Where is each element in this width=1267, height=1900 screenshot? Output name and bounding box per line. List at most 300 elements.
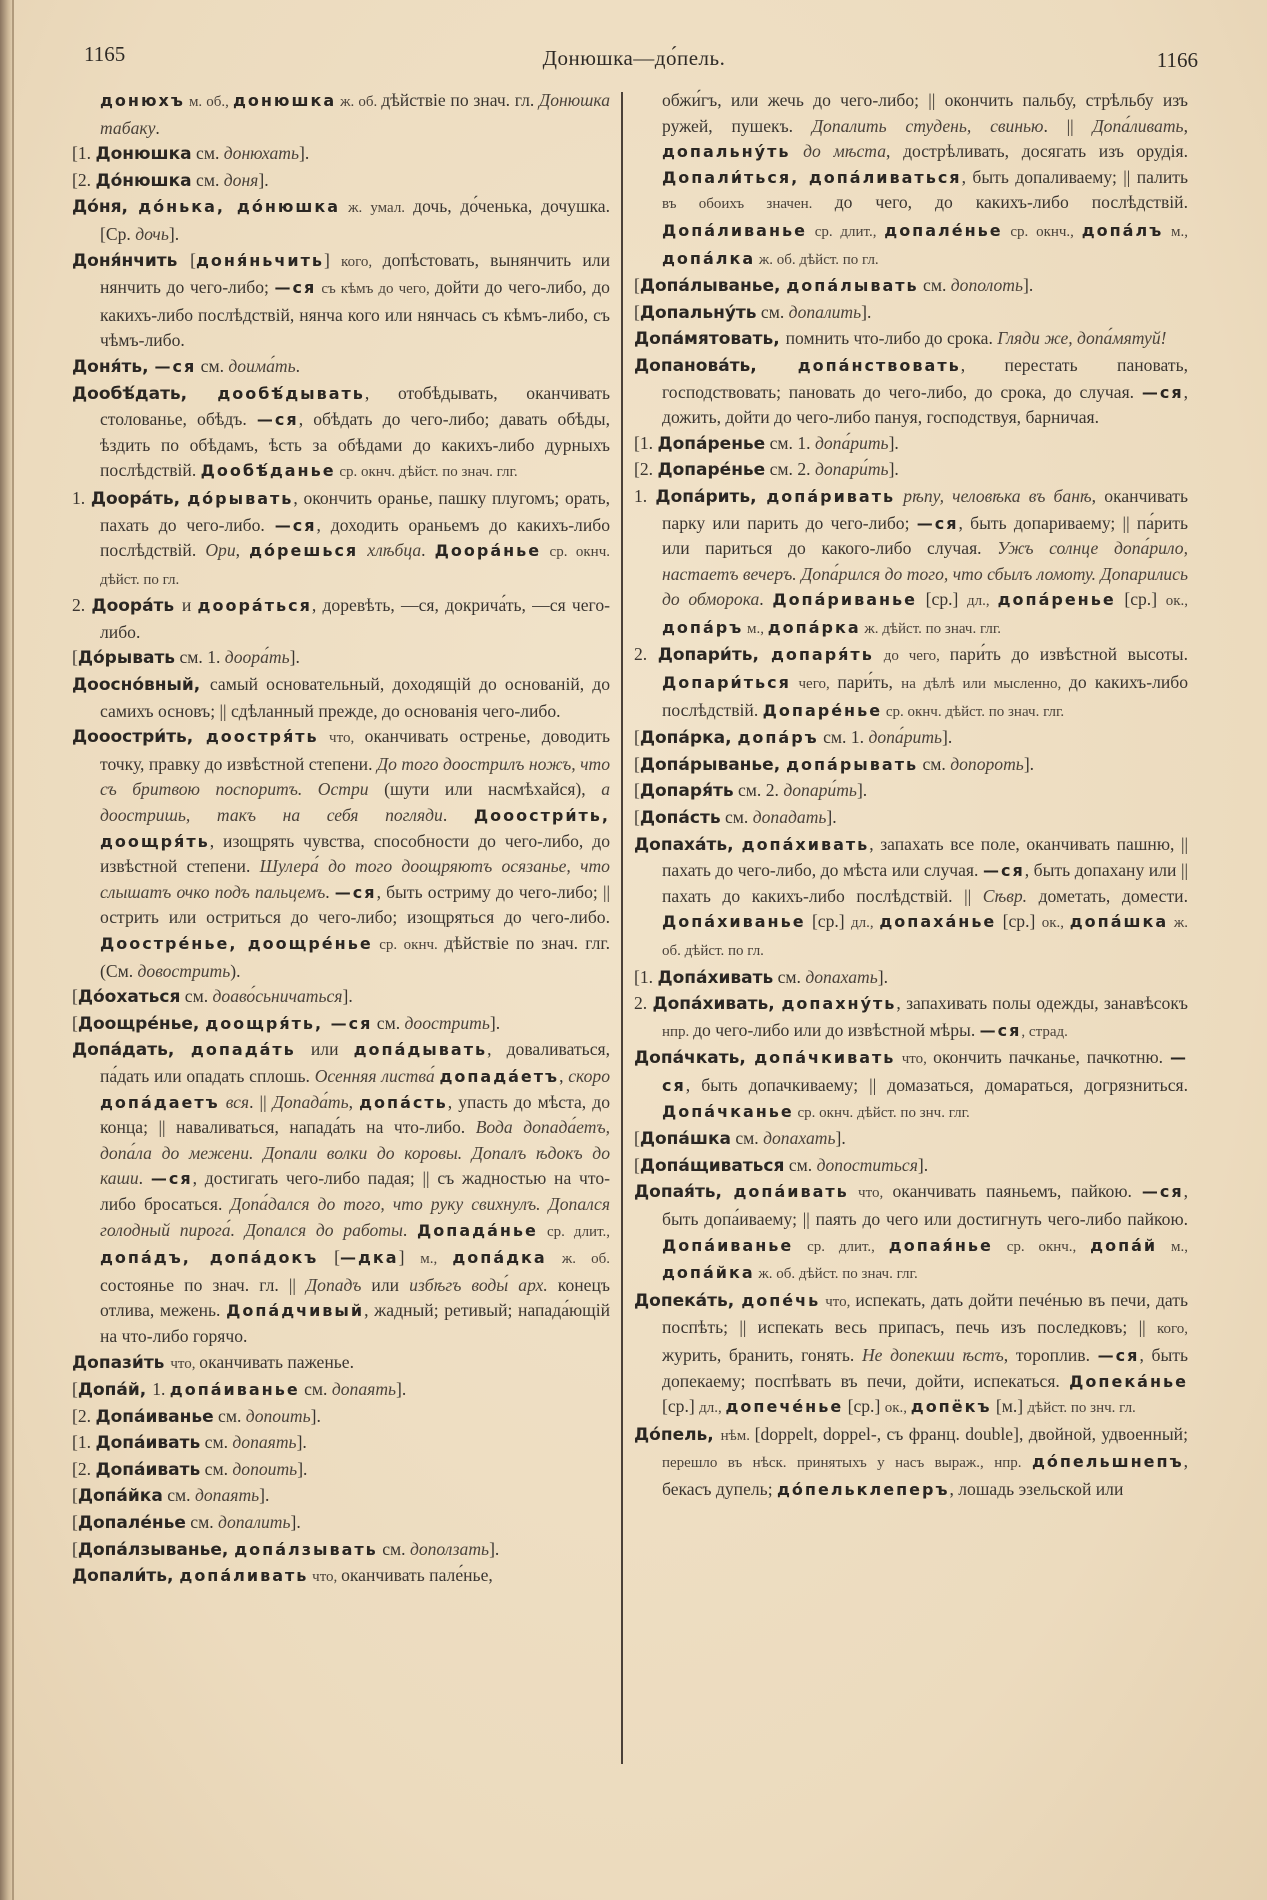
italic-example: допа́рить — [868, 727, 943, 748]
entry-text: ]. — [489, 1012, 501, 1033]
spaced-form: допа́дка — [452, 1248, 547, 1268]
entry-text: ж. умал. — [340, 200, 414, 217]
entry-text: съ кѣмъ до чего, — [316, 281, 435, 298]
headword: До́пель, — [634, 1424, 721, 1445]
entry-text: [ — [72, 1379, 78, 1400]
entry-text: м., — [1157, 1238, 1188, 1255]
dictionary-entry — [72, 1404, 610, 1431]
spaced-form: до́решься — [249, 541, 359, 561]
entry-text: [1. — [634, 966, 658, 987]
spaced-form: допа́ръ — [737, 728, 819, 748]
entry-text: ]. — [259, 1485, 270, 1506]
dictionary-entry — [634, 1288, 1188, 1422]
spaced-form: допа́рка — [767, 617, 861, 637]
entry-text: [ — [72, 647, 78, 668]
entry-text: , упасть до мѣста, до конца; || наваливаться, напада́ть на что-либо. — [100, 1091, 611, 1138]
headword: Допаре́нье — [657, 460, 766, 481]
spaced-form: —ся — [662, 1048, 1188, 1095]
spaced-form: допе́чь — [741, 1290, 821, 1310]
headword: Дооостри́ть, — [72, 727, 206, 748]
spaced-form: Дооостри́ть, доощря́ть — [100, 806, 610, 851]
entry-text: что, — [820, 1293, 856, 1310]
entry-text: ] — [323, 249, 342, 270]
entry-text: ]. — [917, 1154, 929, 1175]
spaced-form: допа́ръ — [662, 617, 744, 637]
entry-text: ср. длит., — [806, 223, 885, 240]
dictionary-entry — [72, 381, 610, 486]
italic-example: до мѣста — [790, 141, 887, 162]
spaced-form: —ся — [1141, 1182, 1184, 1202]
entry-text: оканчивать пале́нье, — [341, 1565, 493, 1586]
dictionary-entry — [634, 725, 1188, 752]
italic-example: допоить — [232, 1458, 298, 1479]
headword: Допа́ивать — [95, 1459, 201, 1480]
entry-text: [ср.] — [996, 911, 1042, 932]
entry-text: ]. — [168, 223, 180, 244]
entry-text: см. — [191, 169, 224, 190]
entry-text: [1. — [72, 143, 96, 164]
italic-example: Шулера́ до того доощряютъ осязанье, что слышатъ очко подъ пальцемъ — [100, 856, 610, 902]
italic-example: донюхать — [223, 143, 299, 164]
entry-text: [м.] — [991, 1396, 1028, 1417]
page-number-left: 1165 — [84, 42, 126, 66]
spaced-form: допа́ренье — [997, 590, 1116, 610]
entry-text: ср. окнч. дѣйст. по знач. глг. — [882, 703, 1065, 720]
entry-text: ок., — [1041, 915, 1070, 932]
entry-text: см. 2. — [733, 780, 784, 801]
headword: Допека́ть, — [634, 1290, 742, 1311]
spaced-form: допа́лъ — [1081, 220, 1164, 240]
entry-text: см. — [773, 966, 806, 987]
entry-text: что, — [318, 730, 365, 747]
spaced-form: Допада́нье — [417, 1220, 538, 1240]
entry-text: , запахивать полы одежды, занавѣсокъ — [896, 993, 1188, 1014]
entry-text: допѣстовать, вынянчить или нянчить до чего-либо; — [100, 249, 610, 298]
entry-text: м., — [743, 620, 768, 637]
headword: Допале́нье — [77, 1513, 186, 1534]
dictionary-entry — [634, 1045, 1188, 1126]
entry-text: ]. — [826, 807, 837, 828]
italic-example: допахать — [763, 1128, 836, 1149]
entry-text: [2. — [634, 459, 658, 480]
entry-text: конецъ отлива, межень. — [100, 1274, 610, 1321]
dictionary-entry — [72, 1350, 610, 1378]
spaced-form: до́нька, до́нюшка — [138, 197, 341, 217]
spaced-form: —ся — [334, 882, 377, 902]
entry-text: или — [295, 1039, 354, 1060]
headword: До́рывать — [77, 648, 176, 669]
headword: До́нюшка — [95, 170, 192, 191]
entry-text: см. 1. — [818, 727, 869, 748]
entry-text: [ — [634, 301, 640, 322]
dictionary-entry — [72, 194, 610, 247]
spaced-form: допа́хивать — [741, 834, 870, 854]
italic-example: Не допекши ѣстъ — [861, 1344, 1004, 1365]
entry-text: ]. — [258, 169, 269, 190]
entry-text: ]. — [888, 432, 899, 453]
entry-text: что, — [848, 1185, 893, 1202]
entry-text: , — [559, 1065, 569, 1086]
spaced-form: доора́ться — [197, 596, 312, 616]
entry-text: ]. — [290, 1512, 301, 1533]
entry-text: [ — [72, 1485, 78, 1506]
spaced-form: Допа́хиванье — [662, 912, 806, 932]
dictionary-entry — [72, 1537, 610, 1564]
entry-text: , — [1183, 115, 1188, 136]
entry-text: . — [759, 589, 773, 610]
italic-example: допаять — [232, 1432, 297, 1453]
entry-text: [2. — [72, 1458, 96, 1479]
entry-text: окончить пачканье, пачкотню. — [933, 1047, 1170, 1068]
entry-text: [ — [634, 727, 640, 748]
spaced-form: допа́ливать — [179, 1566, 309, 1586]
spaced-form: допа́нствовать — [797, 355, 961, 375]
headword: Допа́хивать, — [652, 994, 782, 1015]
entry-text: , дожить, дойти до чего-либо пануя, господствуя, барничая. — [662, 381, 1188, 428]
headword: Допа́хивать — [657, 967, 774, 988]
headword: Допа́лыванье, — [639, 276, 787, 297]
spaced-form: Допари́ться — [662, 673, 791, 693]
dictionary-entry — [72, 1377, 610, 1404]
italic-example: вся — [219, 1091, 250, 1112]
page-number-right: 1166 — [1156, 48, 1198, 72]
dictionary-entry — [634, 752, 1188, 779]
entry-text: пари́ть до извѣстной высоты. — [949, 644, 1188, 665]
spaced-form: допа́ривать — [766, 486, 896, 506]
entry-text: , перестать пановать, господствовать; пановать до чего-либо, до срока, до случая. — [662, 354, 1188, 402]
entry-text: въ обоихъ значен. — [662, 196, 835, 213]
spaced-form: допа́даетъ — [100, 1092, 220, 1112]
entry-text: см. — [200, 1432, 233, 1453]
dictionary-entry — [634, 1126, 1188, 1153]
entry-text: ок., — [1165, 593, 1188, 610]
entry-text: ]. — [296, 1432, 307, 1453]
entry-text: [doppelt, doppel-, съ франц. double], двойной, удвоенный; — [754, 1423, 1188, 1444]
spaced-form: Доора́нье — [434, 541, 542, 561]
spaced-form: —ся — [150, 1169, 193, 1189]
dictionary-entry — [634, 484, 1188, 643]
entry-text: м., — [1163, 223, 1188, 240]
spaced-form: допа́дывать — [353, 1040, 488, 1060]
entry-text: см. 1. — [175, 647, 225, 668]
entry-text: , быть допариваему; || па́рить или париться до какого-либо случая. — [662, 512, 1188, 559]
entry-text: [ср.] — [1115, 589, 1166, 610]
spaced-form: —ся — [154, 356, 197, 376]
entry-text: . — [138, 1168, 151, 1189]
entry-text: см. — [213, 1405, 246, 1426]
dictionary-entry — [634, 273, 1188, 300]
spaced-form: доощря́ть, —ся — [205, 1013, 373, 1033]
right-column — [634, 88, 1188, 1502]
entry-text: см. — [918, 275, 951, 296]
dictionary-entry — [634, 88, 1188, 273]
headword: До́охаться — [77, 987, 181, 1008]
entry-text: см. — [196, 355, 229, 376]
entry-text: ср. длит., — [793, 1238, 889, 1255]
headword: Допа́иванье — [95, 1406, 214, 1427]
entry-text: . — [325, 881, 335, 902]
italic-example: Допалить студень, свинью — [811, 115, 1044, 136]
italic-example: Допадъ — [305, 1274, 362, 1295]
italic-example: Гляди же, допа́мятуй! — [997, 328, 1167, 349]
spaced-form: допа́лывать — [786, 276, 919, 296]
entry-text: дл., — [699, 1400, 726, 1417]
entry-text: см. — [185, 1512, 219, 1533]
headword: Допари́ть, — [657, 645, 771, 666]
entry-text: . || — [1043, 115, 1093, 136]
dictionary-entry — [72, 1037, 610, 1349]
entry-text: ср. окнч. дѣйст. по знч. глг. — [793, 1104, 970, 1121]
entry-text: , страд. — [1021, 1023, 1068, 1040]
entry-text: см. — [299, 1379, 332, 1400]
headword: Донюшка — [95, 144, 192, 165]
entry-text: оканчивать паяньемъ, пайкою. — [892, 1181, 1142, 1202]
spaced-form: допа́сть — [359, 1092, 448, 1112]
dictionary-entry — [72, 88, 610, 141]
dictionary-entry — [634, 326, 1188, 353]
dictionary-entry — [72, 1457, 610, 1484]
running-header — [84, 42, 1198, 72]
dictionary-entry — [72, 354, 610, 381]
italic-example: довострить — [137, 960, 231, 981]
entry-text: м., — [420, 1251, 453, 1268]
entry-text: ж. об. — [336, 94, 382, 110]
headword: Допа́йка — [77, 1486, 163, 1507]
italic-example: допалить — [788, 301, 862, 322]
entry-text: на дѣлѣ или мысленно, — [901, 676, 1069, 693]
spaced-form: допа́лка — [662, 248, 756, 268]
entry-text: , быть допа́иваему; || паять до чего или достигнуть чего-либо пайкою. — [662, 1181, 1189, 1229]
entry-text: обжи́гъ, или жечь до чего-либо; || окончить пальбу, стрѣльбу изъ ружей, пушекъ. — [662, 90, 1188, 136]
entry-text: до чего-либо или до извѣстной мѣры. — [693, 1019, 980, 1040]
spaced-form: доня́ньчить — [195, 250, 324, 270]
entry-text: , изощрять чувства, способности до чего-либо, до извѣстной степени. — [100, 830, 610, 877]
dictionary-entry — [72, 1510, 610, 1537]
italic-example: допари́ть — [783, 780, 857, 801]
italic-example: допаять — [194, 1485, 260, 1506]
entry-text: 1. — [634, 485, 656, 506]
entry-text: , — [348, 1091, 360, 1112]
running-title: Донюшка—до́пель. — [542, 46, 726, 70]
entry-text: см. 1. — [765, 432, 815, 453]
spaced-form: Допаре́нье — [762, 700, 883, 720]
headword: Допа́лзыванье, — [77, 1539, 235, 1560]
italic-example: Допада́ть — [272, 1091, 349, 1112]
italic-example: допороть — [950, 753, 1024, 774]
spaced-form: допада́ть — [190, 1040, 296, 1060]
entry-text: ж. об. — [546, 1251, 610, 1268]
italic-example: До того доострилъ ножъ, что съ бритвою поспоритъ. Остри — [100, 753, 610, 800]
dictionary-entry — [72, 248, 610, 354]
entry-text: , лошадь эзельской или — [949, 1478, 1124, 1499]
entry-text: ср. окнч. дѣйст. по гл. — [100, 544, 610, 588]
spaced-form: допая́нье — [888, 1235, 993, 1255]
italic-example: Сѣвр. — [982, 885, 1028, 906]
entry-text: или — [361, 1274, 410, 1295]
headword: Допаха́ть, — [634, 834, 742, 855]
headword: Допа́й, — [77, 1380, 153, 1401]
italic-example: доима́ть — [228, 355, 296, 376]
italic-example: допаять — [331, 1379, 397, 1400]
spaced-form: Допа́иванье — [662, 1235, 794, 1255]
entry-text: [ср.] — [805, 911, 852, 932]
spaced-form: допа́шка — [1069, 912, 1169, 932]
entry-text: чего, — [790, 676, 838, 693]
dictionary-entry — [72, 645, 610, 672]
entry-text: см. — [918, 753, 951, 774]
dictionary-entry — [72, 1563, 610, 1591]
spaced-form: допада́етъ — [439, 1066, 560, 1086]
spaced-form: Допали́ться, допа́ливаться — [662, 167, 962, 187]
dictionary-entry — [634, 431, 1188, 458]
dictionary-entry — [72, 672, 610, 724]
entry-text: 2. — [634, 993, 653, 1014]
headword: Допази́ть — [72, 1352, 171, 1373]
italic-example: Донюшка табаку — [100, 90, 610, 138]
spaced-form: —ся — [256, 410, 299, 430]
entry-text: [ср.] — [917, 589, 967, 610]
dictionary-entry — [634, 1153, 1188, 1180]
headword: Допа́рить, — [655, 486, 767, 507]
spaced-form: допече́нье — [725, 1397, 844, 1417]
entry-text: 1. — [72, 487, 91, 508]
entry-text: ж. об. дѣйст. по знач. глг. — [754, 1266, 918, 1283]
entry-text: ]. — [298, 143, 310, 164]
entry-text: [ср.] — [843, 1396, 885, 1417]
headword: Допальну́ть — [639, 302, 757, 323]
headword: Доосно́вный, — [72, 675, 210, 696]
headword: Допа́мятовать, — [634, 329, 786, 350]
headword: Допали́ть, — [72, 1566, 180, 1587]
entry-text: , запахать все поле, оканчивать пашню, || пахать до чего-либо, до мѣста или случая. — [662, 833, 1188, 881]
entry-text: , доваливаться, па́дать или опадать сплошь. — [100, 1039, 610, 1086]
italic-example: Осенняя листва́ — [314, 1065, 435, 1086]
spaced-form: —ся — [1141, 382, 1184, 402]
entry-text: , жадный; ретивый; напада́ющій на что-либо горячо. — [100, 1300, 610, 1346]
headword: Допанова́ть, — [634, 355, 798, 376]
entry-text: . || — [249, 1091, 273, 1112]
entry-text: , быть допаливаему; || палить — [961, 166, 1188, 187]
entry-text: ]. — [342, 986, 353, 1007]
spaced-form: доостря́ть — [205, 727, 319, 747]
entry-text: [ — [318, 1247, 340, 1268]
spaced-form: допа́йка — [662, 1263, 755, 1283]
entry-text: что, — [895, 1051, 934, 1068]
dictionary-entry — [72, 141, 610, 168]
dictionary-entry — [72, 724, 610, 984]
headword: Допа́рыванье, — [639, 754, 787, 775]
dictionary-entry — [634, 832, 1188, 965]
italic-example: скоро — [568, 1065, 610, 1086]
entry-text: и — [181, 595, 198, 616]
entry-text: дѣйствіе по знач. глг. (См. — [100, 933, 610, 981]
spaced-form: дообѣ́дывать — [217, 383, 365, 403]
entry-text: , быть допекаему; поспѣвать въ печи, дойти, испекаться. — [662, 1344, 1188, 1391]
entry-text: ср. окнч. — [372, 937, 445, 953]
italic-example: допоститься — [816, 1154, 918, 1175]
entry-text: ]. — [942, 727, 953, 748]
headword: Допа́рка, — [639, 728, 738, 749]
headword: До́ня, — [72, 197, 139, 218]
entry-text: до чего, — [873, 648, 950, 665]
entry-text: состоянье по знач. гл. || — [100, 1274, 306, 1295]
entry-text: см. — [372, 1012, 405, 1033]
spaced-form: допа́чкивать — [754, 1048, 896, 1068]
headword: Допа́дать, — [72, 1040, 191, 1061]
spaced-form: допале́нье — [884, 220, 1003, 240]
spaced-form: Допа́ливанье — [662, 220, 807, 240]
italic-example: Допа́дался до того, что руку свихнулъ. Допался голодный пирога́. Допался до работы — [100, 1193, 611, 1240]
dictionary-entry — [72, 168, 610, 195]
headword: Доора́ть, — [90, 488, 188, 509]
dictionary-entry — [634, 353, 1188, 431]
entry-text: ]. — [310, 1405, 321, 1426]
spaced-form: Допа́дчивый — [226, 1301, 365, 1321]
entry-text: ]. — [856, 780, 868, 801]
spaced-form: Допа́риванье — [772, 590, 918, 610]
entry-text: , быть допахану или || пахать до какихъ-либо послѣдствій. || — [662, 860, 1188, 906]
entry-text: , окончить оранье, пашку плугомъ; орать, пахать до чего-либо. — [100, 487, 611, 535]
spaced-form: допахну́ть — [781, 994, 897, 1014]
entry-text: ). — [230, 960, 241, 981]
italic-example: Ори — [205, 540, 236, 561]
spaced-form: —дка — [339, 1248, 399, 1268]
entry-text: перешло въ нѣск. принятыхъ у насъ выраж., нпр. — [662, 1455, 1032, 1472]
entry-text: , доходить ораньемъ до какихъ-либо послѣдствій. — [100, 514, 610, 561]
entry-text: [ср.] — [662, 1396, 700, 1417]
entry-text: [ — [634, 275, 640, 296]
spaced-form: —ся — [916, 513, 959, 533]
entry-text: , бекасъ дупель; — [662, 1451, 1188, 1499]
entry-text: [ — [634, 807, 640, 828]
entry-text: ]. — [888, 459, 899, 480]
entry-text: ]. — [861, 301, 872, 322]
entry-text: см. — [191, 143, 224, 164]
spaced-form: —ся — [982, 861, 1025, 881]
spaced-form: —ся — [274, 278, 317, 298]
entry-text: ср. длит., — [537, 1223, 611, 1240]
entry-text: м. об., — [184, 94, 233, 110]
entry-text: ] — [398, 1247, 421, 1268]
italic-example: доползать — [409, 1538, 490, 1559]
entry-text: нпр. — [662, 1023, 694, 1040]
entry-text: , дострѣливать, досягать изъ орудія. — [886, 141, 1188, 162]
dictionary-entry — [72, 593, 610, 645]
italic-example: доора́ть — [224, 647, 290, 668]
spaced-form: донюхъ — [100, 91, 185, 110]
spaced-form: —ся — [1097, 1345, 1140, 1365]
column-divider — [621, 92, 623, 1764]
entry-text: , обѣдать до чего-либо; давать обѣды, ѣздить по обѣдамъ, ѣсть за обѣдами до какихъ-либо дурныхъ послѣдствій. — [100, 409, 611, 481]
entry-text: ]. — [1023, 275, 1034, 296]
italic-example: допалить — [218, 1512, 291, 1533]
headword: Допа́ивать — [95, 1433, 201, 1454]
entry-text: ]. — [396, 1379, 407, 1400]
entry-text: [1. — [634, 432, 658, 453]
entry-text: , быть допачкиваему; || домазаться, домараться, догрязниться. — [685, 1074, 1188, 1095]
entry-text: , оканчивать парку или парить до чего-либо; — [662, 485, 1188, 533]
dictionary-entry — [634, 1179, 1188, 1287]
entry-text: дѣйствіе по знач. гл. — [381, 90, 539, 110]
entry-text: ж. дѣйст. по знач. глг. — [860, 620, 1002, 637]
entry-text: см. — [720, 807, 753, 828]
entry-text: [ — [634, 1128, 640, 1149]
spaced-form: допаха́нье — [879, 912, 997, 932]
italic-example: доаво́сьничаться — [212, 986, 343, 1007]
spaced-form: —ся — [274, 515, 317, 535]
entry-text: ср. окнч., — [1002, 223, 1082, 240]
dictionary-entry — [634, 300, 1188, 327]
